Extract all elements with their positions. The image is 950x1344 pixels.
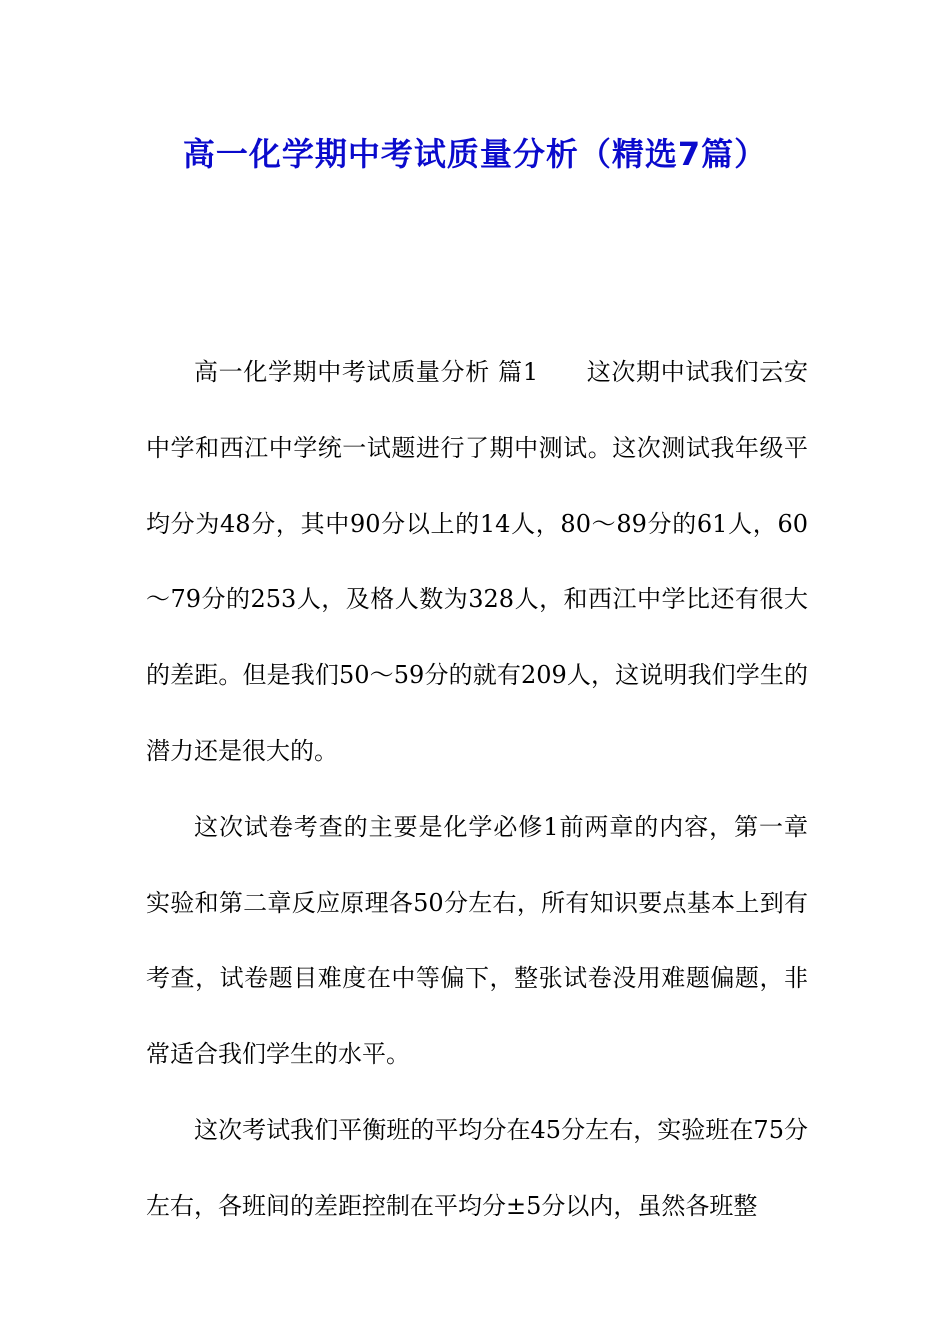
document-title: 高一化学期中考试质量分析（精选7篇） [182, 135, 768, 173]
document-body [146, 335, 808, 1245]
paragraph-2: 这次试卷考查的主要是化学必修1前两章的内容，第一章实验和第二章反应原理各50分左右，所有知识要点基本上到有考查，试卷题目难度在中等偏下，整张试卷没用难题偏题，非常适合我们学生的水平。 [146, 812, 808, 1069]
paragraph-1 [146, 335, 808, 790]
paragraph-1-text: 这次期中试我们云安中学和西江中学统一试题进行了期中测试。这次测试我年级平均分为48分，其中90分以上的14人，80～89分的61人，60～79分的253人，及格人数为328人，和西江中学比还有很大的差距。但是我们50～59分的就有209人，这说明我们学生的潜力还是很大的。 [146, 358, 808, 765]
section-label: 高一化学期中考试质量分析 篇1 [194, 358, 539, 386]
paragraph-3: 这次考试我们平衡班的平均分在45分左右，实验班在75分左右，各班间的差距控制在平均分±5分以内，虽然各班整 [146, 1115, 808, 1220]
